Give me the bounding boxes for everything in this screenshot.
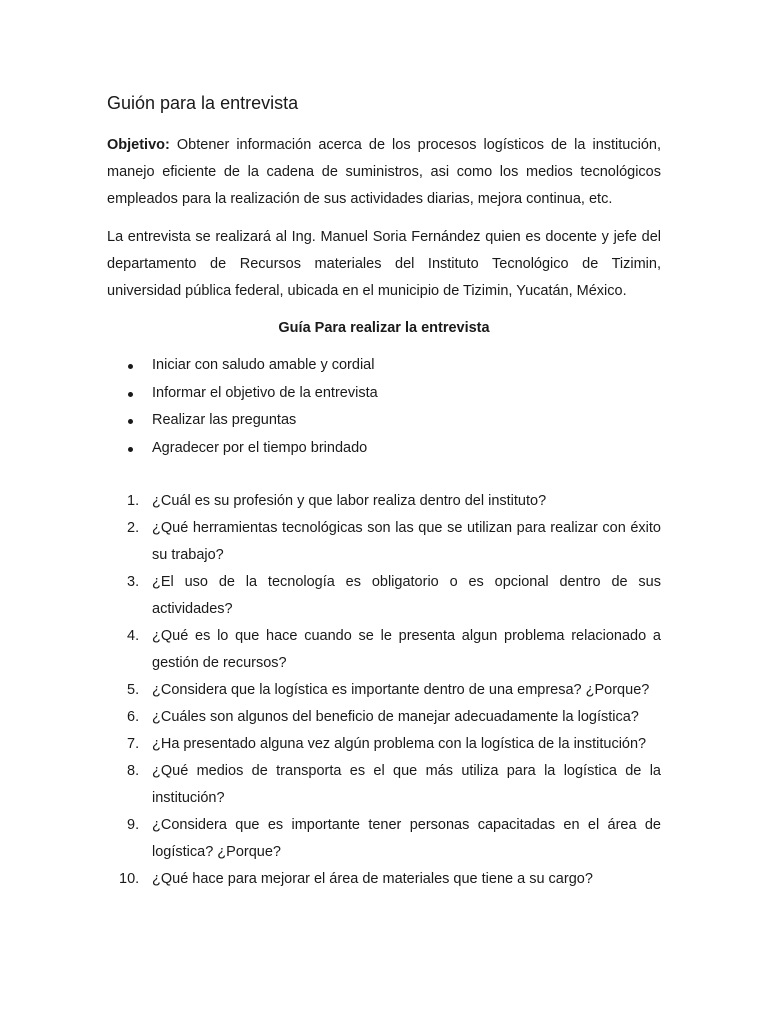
objective-paragraph [107,132,661,213]
guide-title: Guía Para realizar la entrevista [278,320,490,336]
question-list [107,488,661,893]
document-title: Guión para la entrevista [107,93,299,113]
list-item: Iniciar con saludo amable y cordial [107,352,661,380]
question-text: ¿Considera que es importante tener personas capacitadas en el área de logística? ¿Porque? [152,817,661,860]
question-text: ¿Cuál es su profesión y que labor realiza dentro del instituto? [152,493,547,509]
question-item [107,515,661,569]
question-text: ¿Qué medios de transporta es el que más utiliza para la logística de la institución? [152,763,661,806]
question-number: 7. [127,736,140,752]
question-number: 6. [127,709,140,725]
question-number: 3. [127,574,140,590]
question-text: ¿Ha presentado alguna vez algún problema con la logística de la institución? [152,736,647,752]
question-item [107,731,661,758]
list-item: Realizar las preguntas [107,407,661,435]
question-text: ¿Cuáles son algunos del beneficio de manejar adecuadamente la logística? [152,709,639,725]
question-item [107,812,661,866]
question-text: ¿El uso de la tecnología es obligatorio o es opcional dentro de sus actividades? [152,574,661,617]
objective-label: Objetivo: [107,137,170,153]
list-item: Agradecer por el tiempo brindado [107,435,661,463]
objective-text: Obtener información acerca de los procesos logísticos de la institución, manejo eficiente de la cadena de suministros, asi como los medios tecnológicos empleados para la realización de sus actividades diarias, mejora continua, etc. [107,137,661,207]
question-text: ¿Qué herramientas tecnológicas son las que se utilizan para realizar con éxito su trabajo? [152,520,661,563]
intro-paragraph: La entrevista se realizará al Ing. Manuel Soria Fernández quien es docente y jefe del departamento de Recursos materiales del Instituto Tecnológico de Tizimin, universidad pública federal, ubicada en el municipio de Tizimin, Yucatán, México. [107,229,661,299]
question-text: ¿Qué es lo que hace cuando se le presenta algun problema relacionado a gestión de recursos? [152,628,661,671]
question-item [107,704,661,731]
question-number: 1. [127,493,140,509]
question-item [107,569,661,623]
question-number: 4. [127,628,140,644]
question-number: 2. [127,520,140,536]
question-number: 5. [127,682,140,698]
question-item [107,677,661,704]
question-text: ¿Qué hace para mejorar el área de materiales que tiene a su cargo? [152,871,593,887]
question-item [107,866,661,893]
question-number: 8. [127,763,140,779]
question-number: 10. [119,871,140,887]
question-item [107,623,661,677]
question-number: 9. [127,817,140,833]
list-item: Informar el objetivo de la entrevista [107,380,661,408]
question-item [107,488,661,515]
question-item [107,758,661,812]
question-text: ¿Considera que la logística es importante dentro de una empresa? ¿Porque? [152,682,650,698]
guide-bullet-list [107,352,661,462]
